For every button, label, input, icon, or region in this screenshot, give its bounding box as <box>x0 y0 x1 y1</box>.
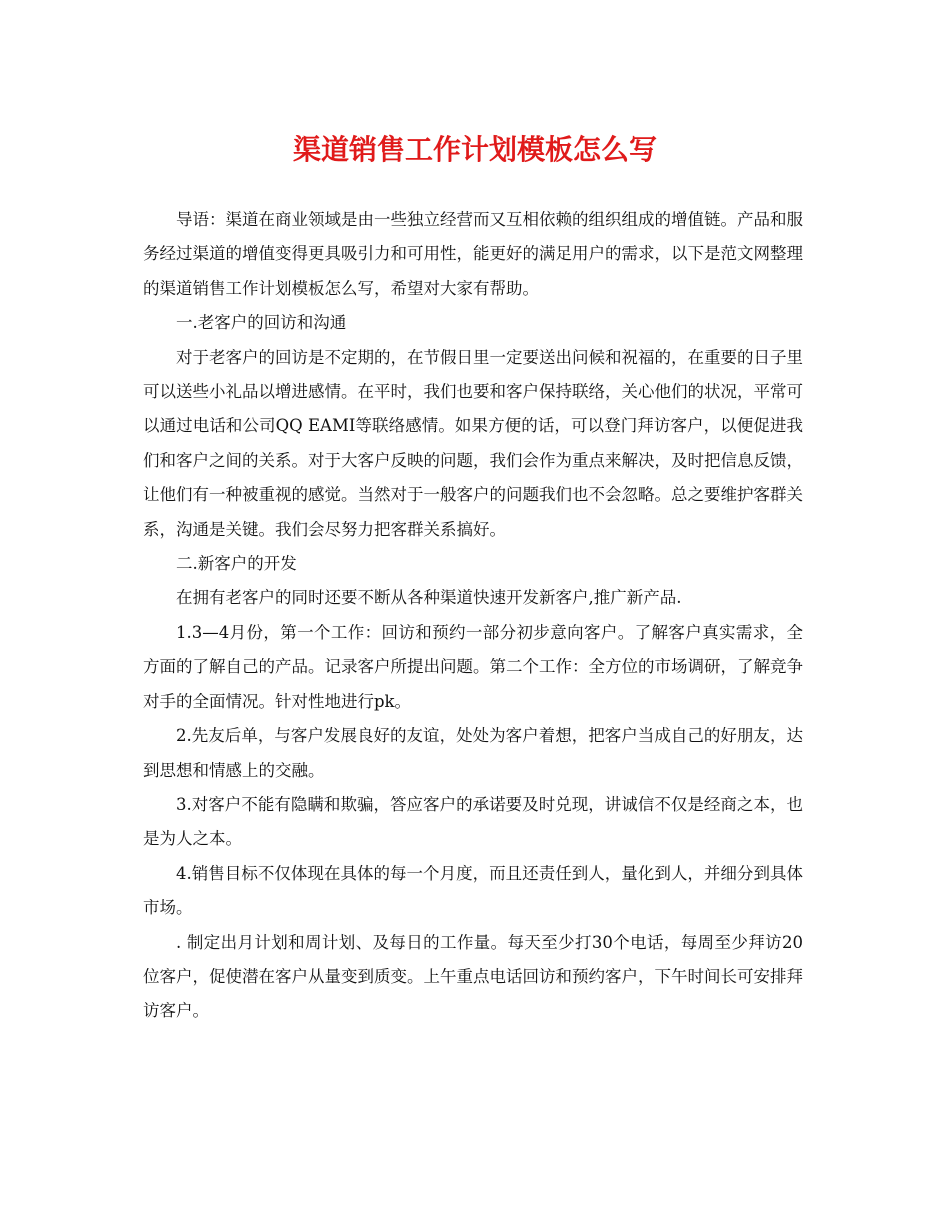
list-item: 1.3—4月份，第一个工作：回访和预约一部分初步意向客户。了解客户真实需求，全方面的了解自己的产品。记录客户所提出问题。第二个工作：全方位的市场调研，了解竞争对手的全面情况。针对性地进行pk。 <box>143 622 803 711</box>
list-item: 3.对客户不能有隐瞒和欺骗，答应客户的承诺要及时兑现，讲诚信不仅是经商之本，也是为人之本。 <box>143 794 803 849</box>
body-paragraph: 在拥有老客户的同时还要不断从各种渠道快速开发新客户,推广新产品. <box>176 588 682 608</box>
intro-paragraph: 导语：渠道在商业领域是由一些独立经营而又互相依赖的组织组成的增值链。产品和服务经过渠道的增值变得更具吸引力和可用性，能更好的满足用户的需求，以下是范文网整理的渠道销售工作计划模板怎么写，希望对大家有帮助。 <box>143 210 803 298</box>
list-item: 2.先友后单，与客户发展良好的友谊，处处为客户着想，把客户当成自己的好朋友，达到思想和情感上的交融。 <box>143 726 803 780</box>
document-body <box>143 203 803 1029</box>
document-title: 渠道销售工作计划模板怎么写 <box>292 133 657 166</box>
section-heading-new-customers: 二.新客户的开发 <box>176 554 297 574</box>
body-paragraph: 对于老客户的回访是不定期的，在节假日里一定要送出问候和祝福的，在重要的日子里可以送些小礼品以增进感情。在平时，我们也要和客户保持联络，关心他们的状况，平常可以通过电话和公司QQ EAMI等联络感情。如果方便的话，可以登门拜访客户，以便促进我们和客户之间的关系。对于大客户反映的问题，我们会作为重点来解决，及时把信息反馈，让他们有一种被重视的感觉。当然对于一般客户的问题我们也不会忽略。总之要维护客群关系，沟通是关键。我们会尽努力把客群关系搞好。 <box>143 347 803 539</box>
section-heading-old-customers: 一.老客户的回访和沟通 <box>176 313 347 333</box>
list-item: 4.销售目标不仅体现在具体的每一个月度，而且还责任到人，量化到人，并细分到具体市场。 <box>143 863 803 918</box>
list-item: . 制定出月计划和周计划、及每日的工作量。每天至少打30个电话，每周至少拜访20位客户，促使潜在客户从量变到质变。上午重点电话回访和预约客户，下午时间长可安排拜访客户。 <box>143 932 803 1021</box>
